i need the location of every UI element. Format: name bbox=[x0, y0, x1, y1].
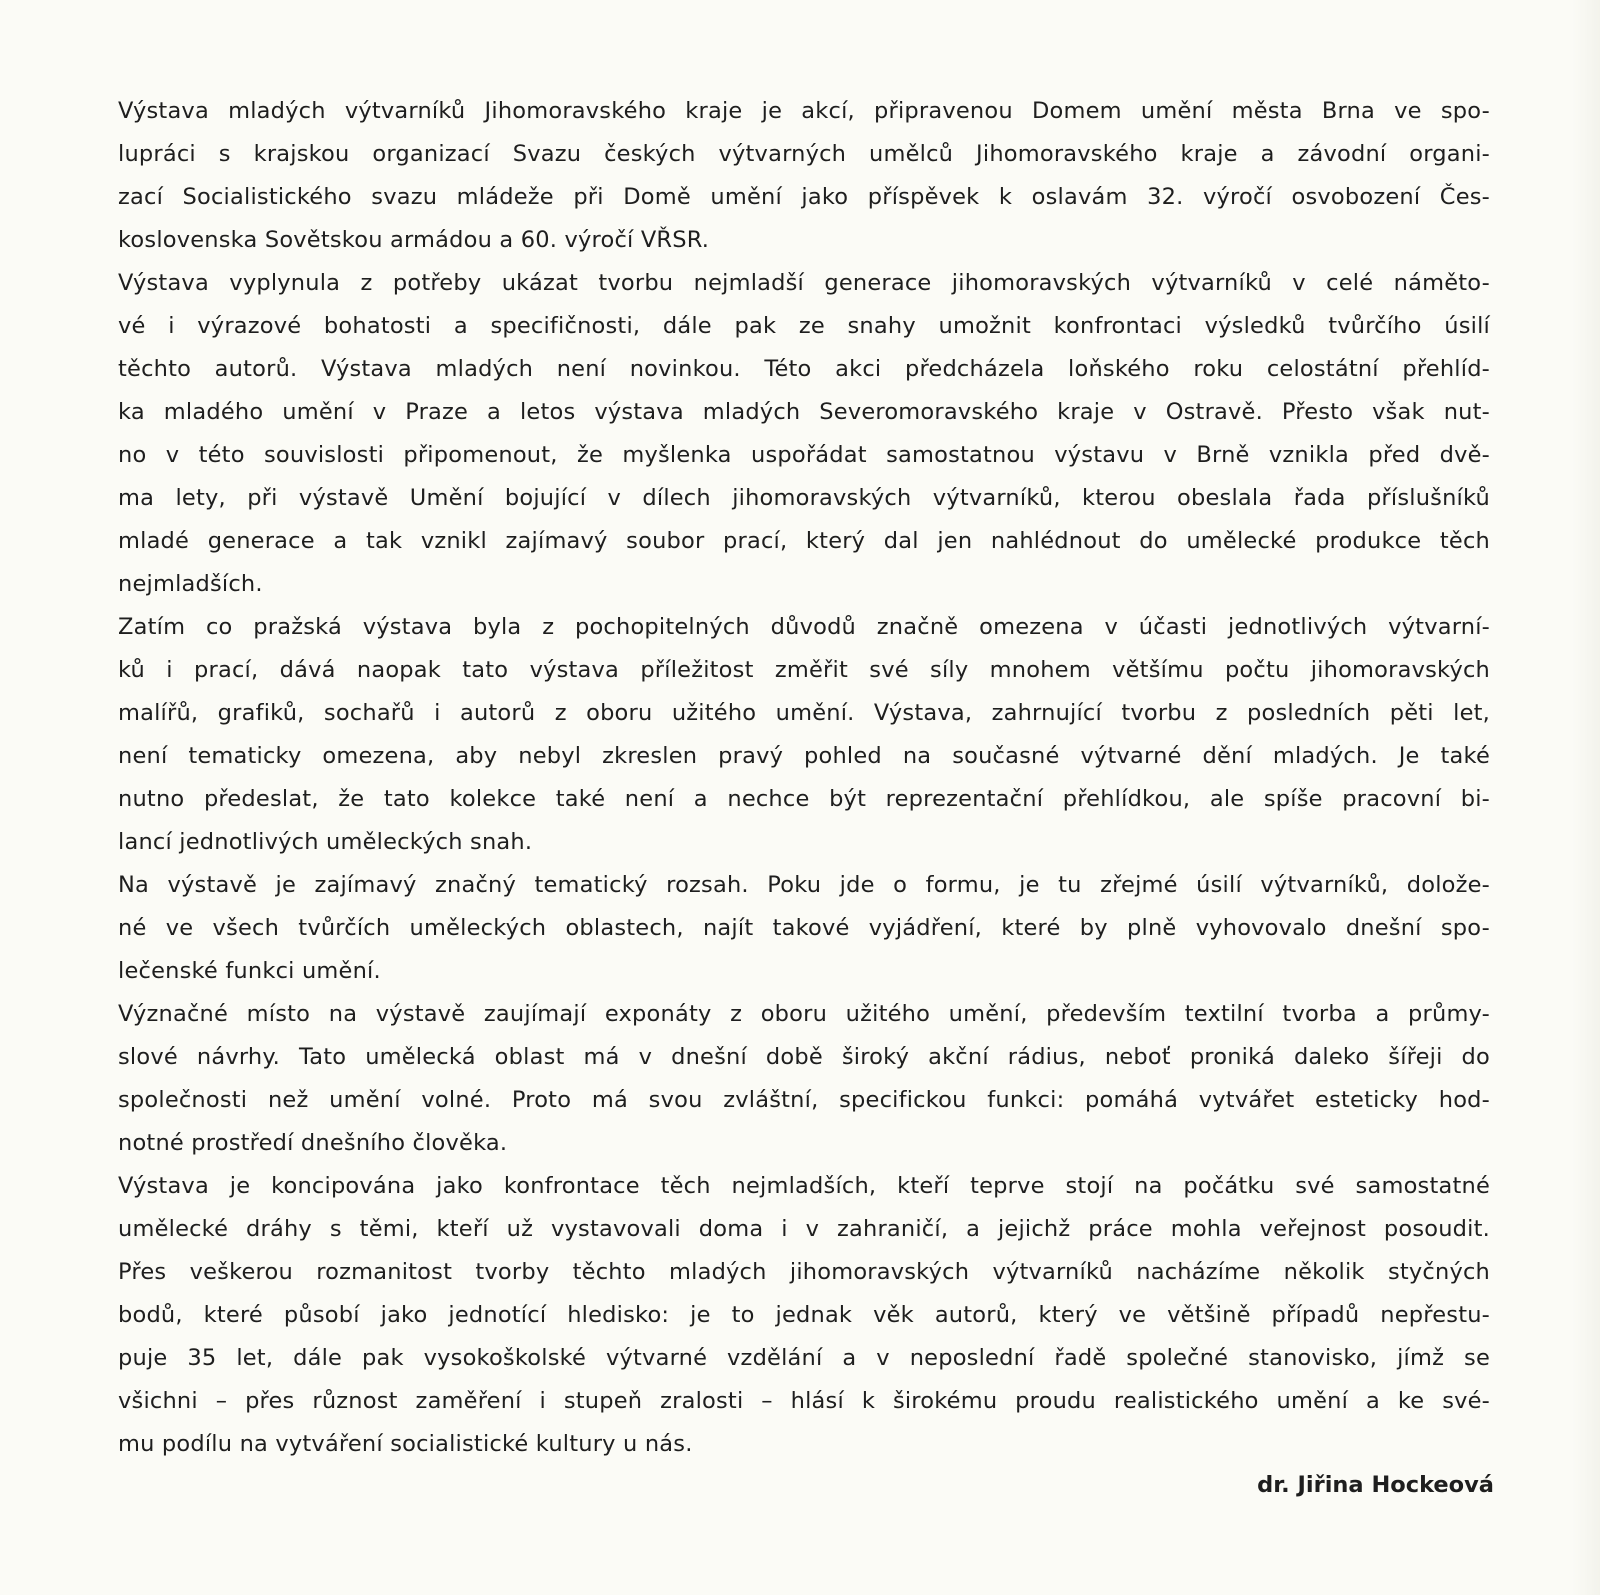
paragraph bbox=[118, 1165, 1490, 1466]
text-line: ka mladého umění v Praze a letos výstava mladých Severomoravského kraje v Ostravě. Přesto však nut- bbox=[118, 399, 1490, 425]
text-line: koslovenska Sovětskou armádou a 60. výročí VŘSR. bbox=[118, 227, 710, 253]
text-line: není tematicky omezena, aby nebyl zkreslen pravý pohled na současné výtvarné dění mladých. Je také bbox=[118, 743, 1490, 769]
text-line: Zatím co pražská výstava byla z pochopitelných důvodů značně omezena v účasti jednotlivých výtvarní- bbox=[118, 614, 1490, 640]
paragraph bbox=[118, 262, 1490, 606]
text-line: Význačné místo na výstavě zaujímají exponáty z oboru užitého umění, především textilní tvorba a průmy- bbox=[118, 1001, 1490, 1027]
text-line: společnosti než umění volné. Proto má svou zvláštní, specifickou funkci: pomáhá vytvářet esteticky hod- bbox=[118, 1087, 1490, 1113]
paragraph bbox=[118, 864, 1490, 993]
paragraph bbox=[118, 606, 1490, 864]
text-line: zací Socialistického svazu mládeže při Domě umění jako příspěvek k oslavám 32. výročí osvobození Čes- bbox=[118, 184, 1490, 210]
page-edge bbox=[1572, 0, 1600, 1595]
text-line: ků i prací, dává naopak tato výstava příležitost změřit své síly mnohem většímu počtu jihomoravských bbox=[118, 657, 1490, 683]
text-line: mladé generace a tak vznikl zajímavý soubor prací, který dal jen nahlédnout do umělecké produkce těch bbox=[118, 528, 1490, 554]
text-line: puje 35 let, dále pak vysokoškolské výtvarné vzdělání a v neposlední řadě společné stanovisko, jímž se bbox=[118, 1345, 1490, 1371]
text-line: Na výstavě je zajímavý značný tematický rozsah. Poku jde o formu, je tu zřejmé úsilí výtvarníků, dolože- bbox=[118, 872, 1490, 898]
text-line: lupráci s krajskou organizací Svazu českých výtvarných umělců Jihomoravského kraje a závodní organi- bbox=[118, 141, 1490, 167]
author-signature: dr. Jiřina Hockeová bbox=[1257, 1472, 1494, 1498]
text-line: no v této souvislosti připomenout, že myšlenka uspořádat samostatnou výstavu v Brně vznikla před dvě- bbox=[118, 442, 1490, 468]
text-line: né ve všech tvůrčích uměleckých oblastech, najít takové vyjádření, které by plně vyhovovalo dnešní spo- bbox=[118, 915, 1490, 941]
document-body bbox=[118, 90, 1490, 1466]
text-line: Výstava je koncipována jako konfrontace těch nejmladších, kteří teprve stojí na počátku své samostatné bbox=[118, 1173, 1490, 1199]
text-line: nejmladších. bbox=[118, 571, 263, 597]
text-line: slové návrhy. Tato umělecká oblast má v dnešní době široký akční rádius, neboť proniká daleko šířeji do bbox=[118, 1044, 1490, 1070]
text-line: vé i výrazové bohatosti a specifičnosti, dále pak ze snahy umožnit konfrontaci výsledků tvůrčího úsilí bbox=[118, 313, 1490, 339]
text-line: Výstava mladých výtvarníků Jihomoravského kraje je akcí, připravenou Domem umění města Brna ve spo- bbox=[118, 98, 1490, 124]
text-line: lancí jednotlivých uměleckých snah. bbox=[118, 829, 533, 855]
text-line: lečenské funkci umění. bbox=[118, 958, 381, 984]
paragraph bbox=[118, 90, 1490, 262]
text-line: Výstava vyplynula z potřeby ukázat tvorbu nejmladší generace jihomoravských výtvarníků v celé náměto- bbox=[118, 270, 1490, 296]
text-line: těchto autorů. Výstava mladých není novinkou. Této akci předcházela loňského roku celostátní přehlíd- bbox=[118, 356, 1490, 382]
paragraph bbox=[118, 993, 1490, 1165]
text-line: všichni – přes různost zaměření i stupeň zralosti – hlásí k širokému proudu realistického umění a ke své- bbox=[118, 1388, 1490, 1414]
text-line: umělecké dráhy s těmi, kteří už vystavovali doma i v zahraničí, a jejichž práce mohla veřejnost posoudit. bbox=[118, 1216, 1490, 1242]
text-line: bodů, které působí jako jednotící hledisko: je to jednak věk autorů, který ve většině případů nepřestu- bbox=[118, 1302, 1490, 1328]
text-line: malířů, grafiků, sochařů i autorů z oboru užitého umění. Výstava, zahrnující tvorbu z posledních pěti let, bbox=[118, 700, 1490, 726]
text-line: Přes veškerou rozmanitost tvorby těchto mladých jihomoravských výtvarníků nacházíme několik styčných bbox=[118, 1259, 1490, 1285]
text-line: ma lety, při výstavě Umění bojující v dílech jihomoravských výtvarníků, kterou obeslala řada příslušníků bbox=[118, 485, 1490, 511]
text-line: notné prostředí dnešního člověka. bbox=[118, 1130, 508, 1156]
text-line: nutno předeslat, že tato kolekce také není a nechce být reprezentační přehlídkou, ale spíše pracovní bi- bbox=[118, 786, 1490, 812]
text-line: mu podílu na vytváření socialistické kultury u nás. bbox=[118, 1431, 693, 1457]
